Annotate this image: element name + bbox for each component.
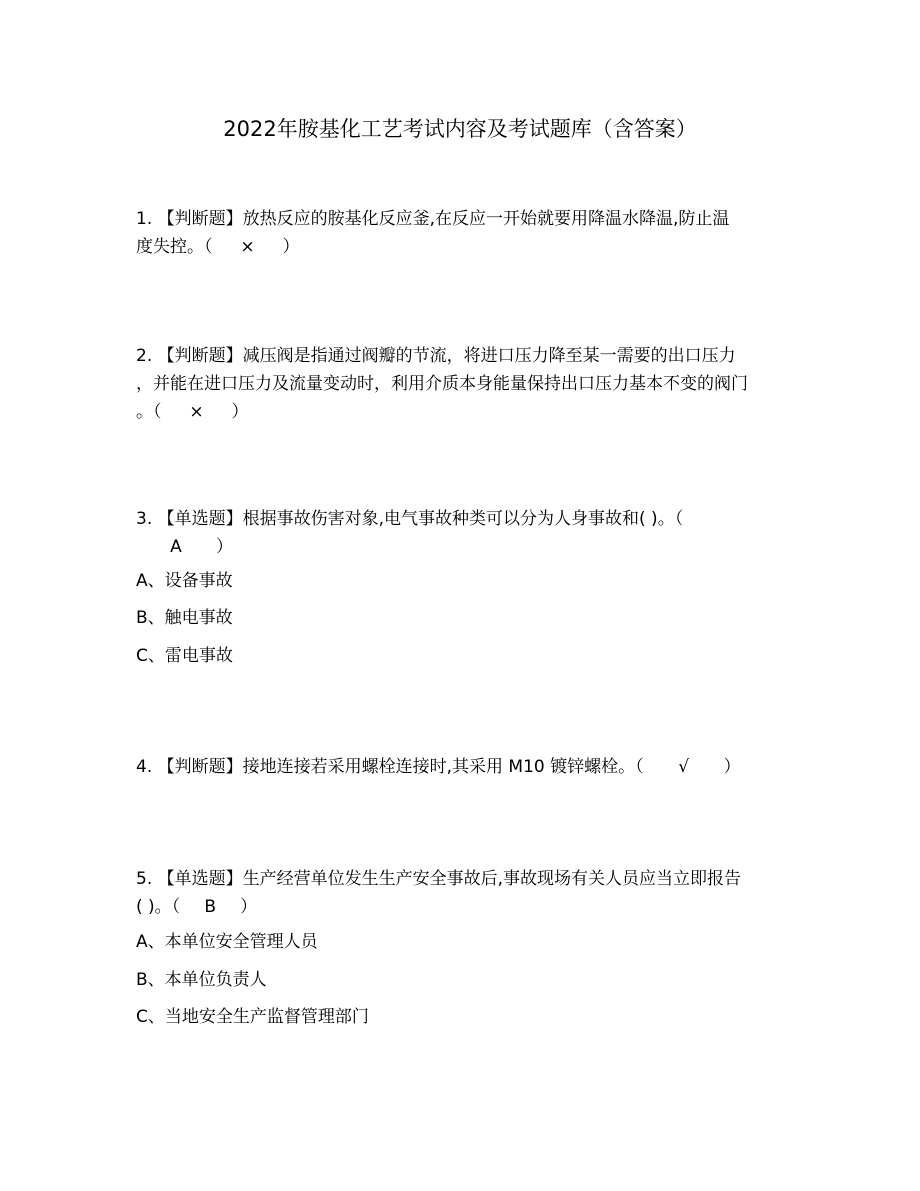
question-2-answer-line: [136, 398, 786, 426]
question-4-answer: √: [678, 757, 690, 777]
question-1-answer-line: [136, 233, 786, 261]
question-2-text-cont: ，并能在进口压力及流量变动时，利用介质本身能量保持出口压力基本不变的阀门: [136, 374, 748, 394]
question-3-close: ）: [216, 537, 233, 557]
question-3-option-a: A、设备事故: [136, 571, 233, 591]
document-title: 2022年胺基化工艺考试内容及考试题库（含答案）: [223, 117, 697, 141]
question-3-option-c: C、雷电事故: [136, 646, 233, 666]
question-2-close: ）: [231, 402, 249, 422]
question-4-close: ）: [723, 757, 741, 777]
question-5-option-a: A、本单位安全管理人员: [136, 932, 318, 952]
question-4-answer-line: [136, 753, 786, 781]
question-5-option-b: B、本单位负责人: [136, 970, 267, 990]
question-2-answer: ×: [189, 402, 204, 422]
question-2: [136, 342, 786, 426]
question-1: [136, 205, 786, 261]
question-5-option-c: C、当地安全生产监督管理部门: [136, 1007, 369, 1027]
question-4: [136, 753, 786, 781]
question-3-option-b: B、触电事故: [136, 608, 233, 628]
question-4-text: 4. 【判断题】接地连接若采用螺栓连接时,其采用 M10 镀锌螺栓。（: [136, 757, 644, 777]
question-5-close: ）: [240, 897, 258, 917]
question-3-text: 3. 【单选题】根据事故伤害对象,电气事故种类可以分为人身事故和( )。（: [136, 509, 684, 529]
question-1-answer: ×: [240, 237, 255, 257]
question-5-text-end: ( )。（: [136, 897, 181, 917]
question-1-text-end: 度失控。（: [136, 237, 213, 257]
question-5-text: 5. 【单选题】生产经营单位发生生产安全事故后,事故现场有关人员应当立即报告: [136, 869, 742, 889]
question-3-answer-line: [136, 533, 786, 561]
question-3: [136, 505, 786, 561]
question-2-text-end: 。（: [136, 402, 162, 422]
question-1-close: ）: [282, 237, 300, 257]
question-3-answer: A: [170, 537, 182, 557]
question-2-text: 2. 【判断题】减压阀是指通过阀瓣的节流，将进口压力降至某一需要的出口压力: [136, 346, 736, 366]
question-5-answer: B: [204, 897, 216, 917]
question-5: [136, 865, 786, 921]
question-5-answer-line: [136, 893, 786, 921]
question-1-text: 1. 【判断题】放热反应的胺基化反应釜,在反应一开始就要用降温水降温,防止温: [136, 209, 730, 229]
